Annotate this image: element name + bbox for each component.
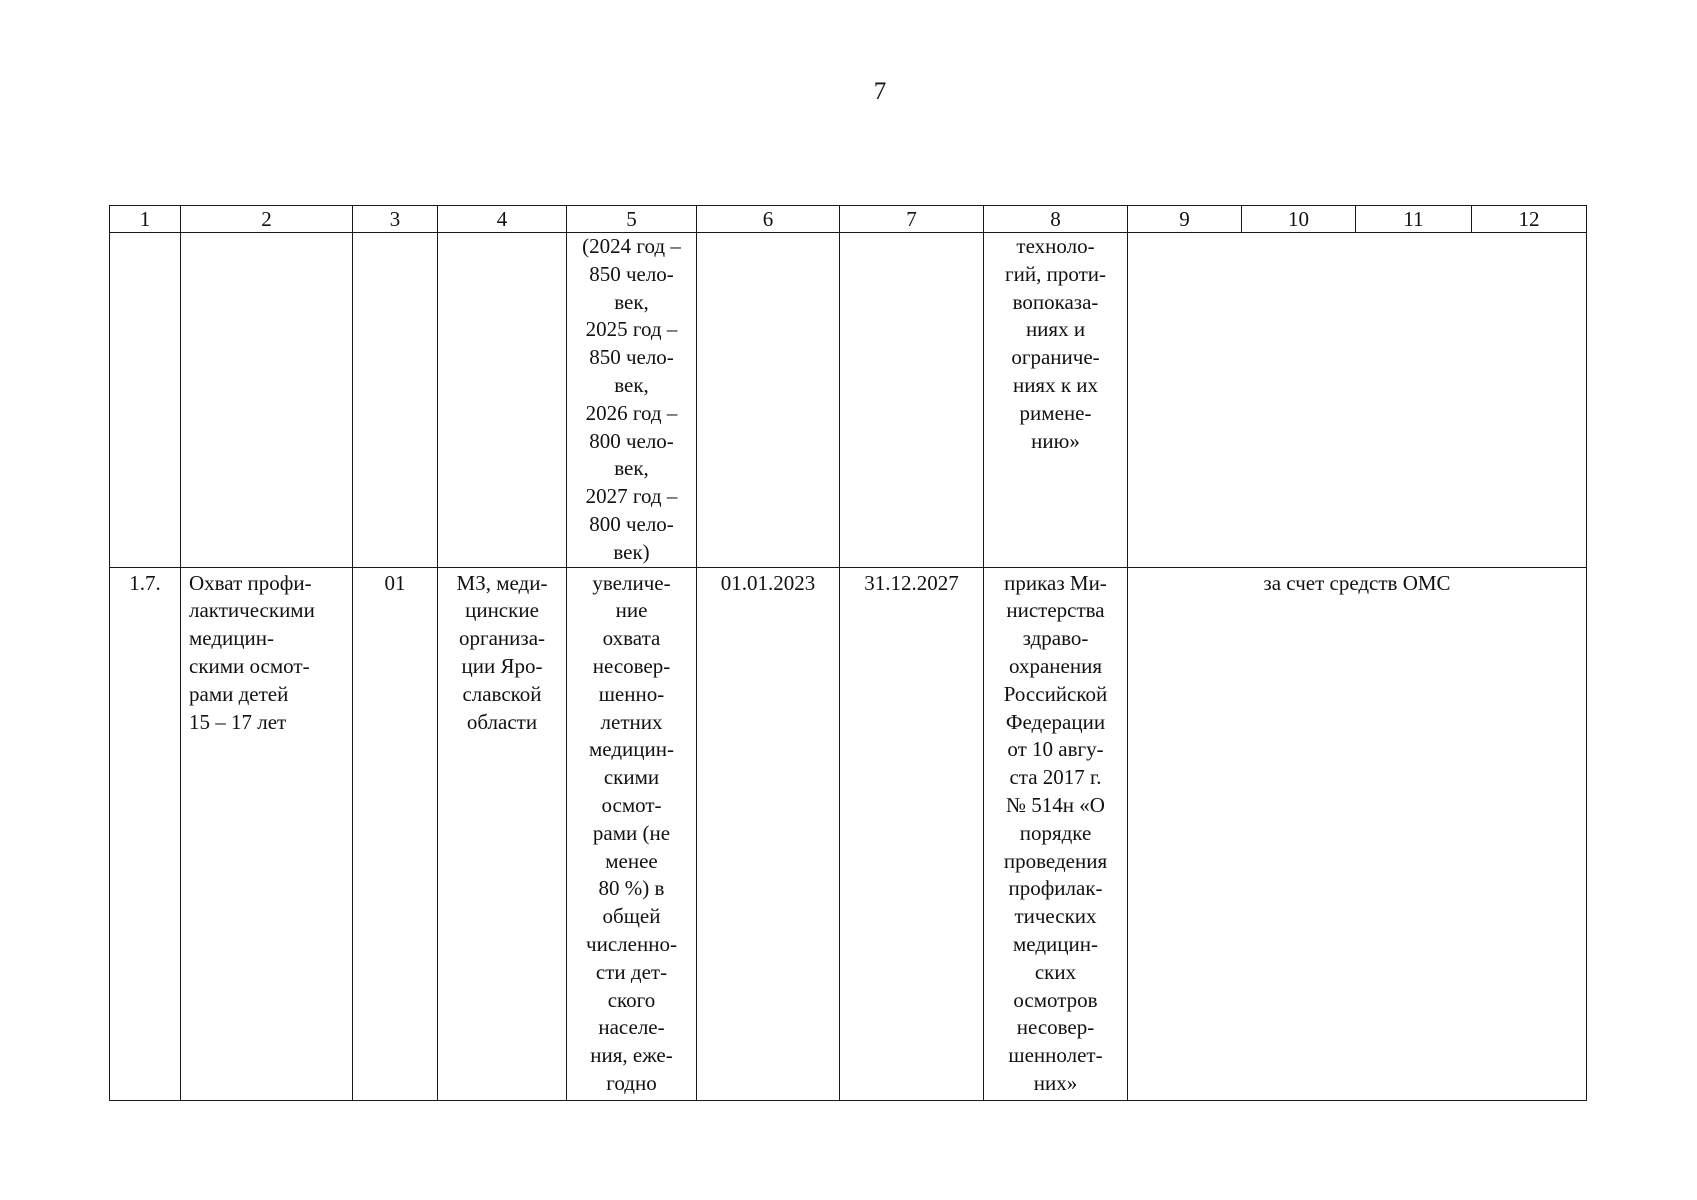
- row-number-cell: [110, 567, 181, 1100]
- cont-cell-7: [840, 233, 984, 568]
- header-cell-10: 10: [1242, 206, 1356, 233]
- header-cell-11: 11: [1356, 206, 1472, 233]
- header-row: [110, 206, 1587, 233]
- table-row-1-7: [110, 567, 1587, 1100]
- cont-cell-4: [438, 233, 567, 568]
- header-cell-4: 4: [438, 206, 567, 233]
- continuation-row: [110, 233, 1587, 568]
- row-funding: за счет средств ОМС: [1263, 570, 1451, 595]
- cont-cell-result: [567, 233, 697, 568]
- cont-cell-funding: [1128, 233, 1587, 568]
- cont-cell-6: [697, 233, 840, 568]
- row-basis-cell: [984, 567, 1128, 1100]
- header-cell-2: 2: [181, 206, 353, 233]
- cont-basis-text: техноло- гий, проти- вопоказа- ниях и ограниче- ниях к их римене- нию»: [1005, 234, 1106, 453]
- row-basis: приказ Ми- нистерства здраво- охранения Российской Федерации от 10 авгу- ста 2017 г. № 514н «О порядке проведения профилак- тических медицин- ских осмотров несовер- шеннолет- них»: [1003, 570, 1108, 1095]
- row-funding-cell: [1128, 567, 1587, 1100]
- row-result-cell: [567, 567, 697, 1100]
- header-cell-8: 8: [984, 206, 1128, 233]
- row-end-date: 31.12.2027: [864, 570, 959, 595]
- header-cell-7: 7: [840, 206, 984, 233]
- header-cell-1: 1: [110, 206, 181, 233]
- cont-cell-2: [181, 233, 353, 568]
- cont-cell-1: [110, 233, 181, 568]
- row-name-cell: [181, 567, 353, 1100]
- header-cell-6: 6: [697, 206, 840, 233]
- row-code-cell: [353, 567, 438, 1100]
- header-cell-12: 12: [1472, 206, 1587, 233]
- header-cell-9: 9: [1128, 206, 1242, 233]
- row-end-date-cell: [840, 567, 984, 1100]
- row-executor: МЗ, меди- цинские организа- ции Яро- славской области: [456, 570, 548, 734]
- row-start-date-cell: [697, 567, 840, 1100]
- row-executor-cell: [438, 567, 567, 1100]
- header-cell-3: 3: [353, 206, 438, 233]
- row-code: 01: [384, 570, 406, 595]
- row-name: Охват профи- лактическими медицин- скими осмот- рами детей 15 – 17 лет: [189, 570, 315, 734]
- cont-result-text: (2024 год – 850 чело- век, 2025 год – 850 чело- век, 2026 год – 800 чело- век, 2027 год – 800 чело- век): [582, 234, 681, 564]
- row-number: 1.7.: [129, 570, 161, 595]
- plan-table: [109, 205, 1587, 1101]
- cont-cell-3: [353, 233, 438, 568]
- page-number: 7: [873, 78, 887, 105]
- cont-cell-basis: [984, 233, 1128, 568]
- row-result: увеличе- ние охвата несовер- шенно- летних медицин- скими осмот- рами (не менее 80 %) в общей численно- сти дет- ского населе- ния, еже- годно: [586, 570, 677, 1095]
- header-cell-5: 5: [567, 206, 697, 233]
- row-start-date: 01.01.2023: [720, 570, 816, 595]
